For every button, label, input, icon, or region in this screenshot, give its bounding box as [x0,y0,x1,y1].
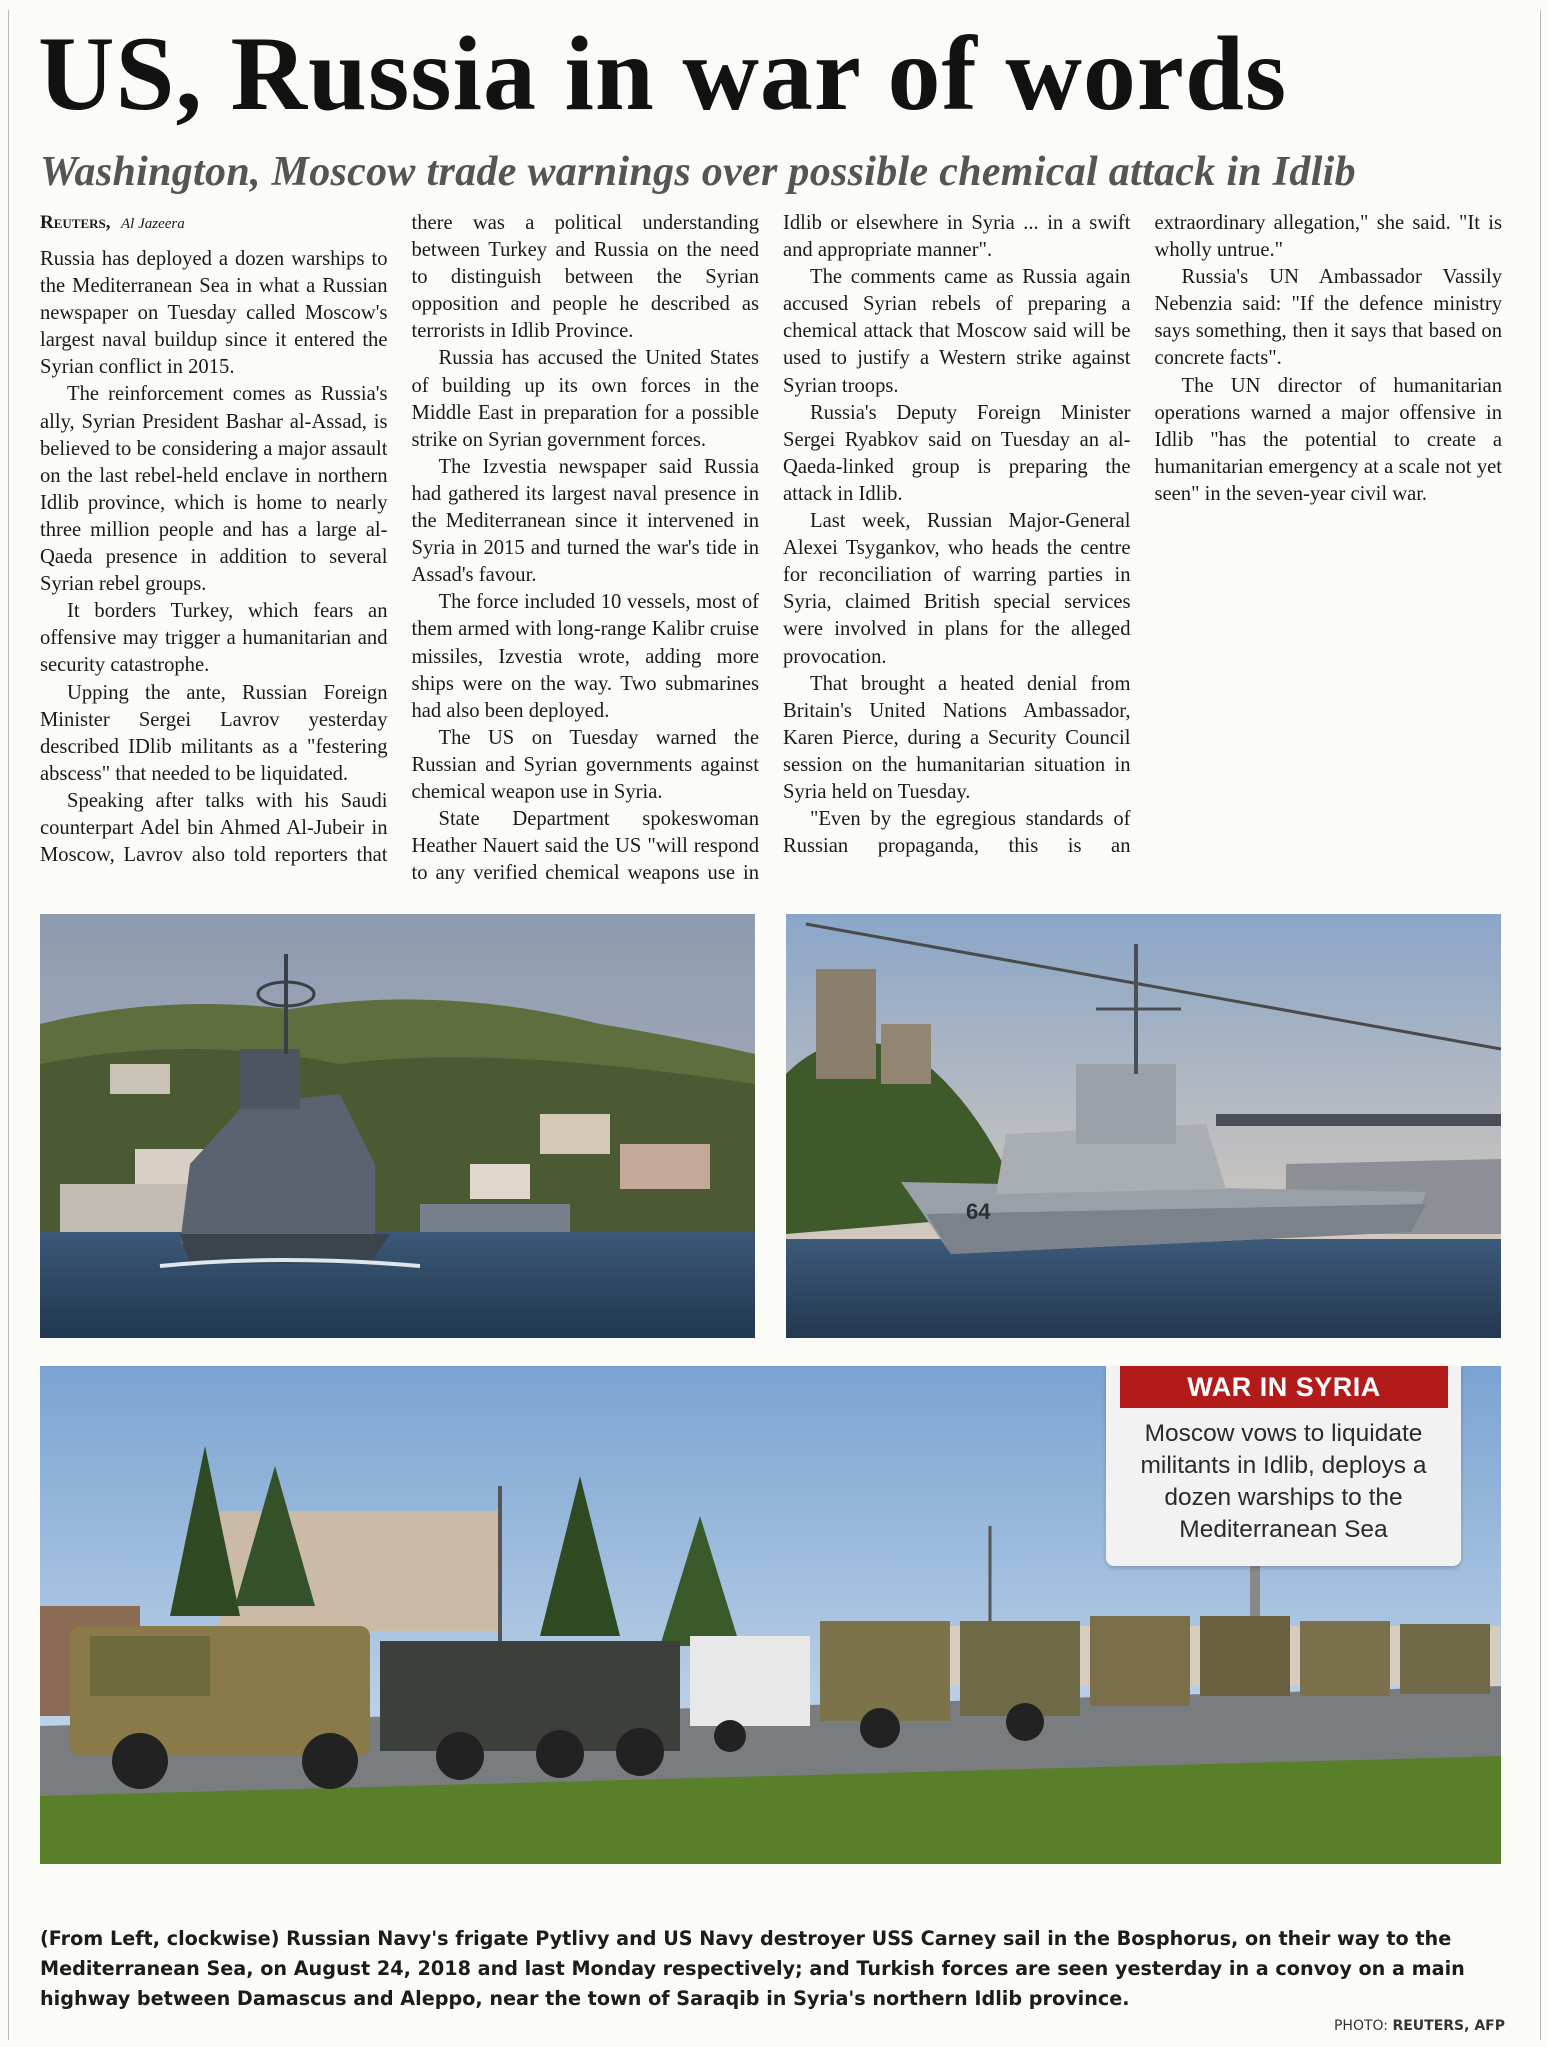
byline [40,210,388,236]
article-body [40,210,1502,890]
paragraph: Russia has deployed a dozen warships to the Mediterranean Sea in what a Russian newspaper on Tuesday called Moscow's largest naval buildup since it entered the Syrian conflict in 2015. [40,248,388,379]
byline-source: Al Jazeera [121,216,185,232]
paragraph: The force included 10 vessels, most of them armed with long-range Kalibr cruise missiles, Izvestia wrote, adding more ships were on the way. Two submarines had also been deployed. [411,591,759,722]
paragraph: The reinforcement comes as Russia's ally, Syrian President Bashar al-Assad, is believed to be considering a major assault on the last rebel-held enclave in northern Idlib province, which is home to nearly three million people and has a large al-Qaeda presence in addition to several Syrian rebel groups. [40,383,388,596]
headline: US, Russia in war of words [38,15,1288,132]
paragraph: The US on Tuesday warned the Russian and Syrian governments against chemical weapon use in Syria. [411,726,759,803]
paragraph: That brought a heated denial from Britain's United Nations Ambassador, Karen Pierce, during a Security Council session on the humanitarian situation in Syria held on Tuesday. [783,672,1131,803]
paragraph: The comments came as Russia again accused Syrian rebels of preparing a chemical attack that Moscow said will be used to justify a Western strike against Syrian troops. [783,266,1131,397]
photo-credit-label: PHOTO: [1333,2018,1388,2034]
paragraph: Russia's Deputy Foreign Minister Sergei Ryabkov said on Tuesday an al-Qaeda-linked group is preparing the attack in Idlib. [783,401,1131,505]
info-box [1106,1366,1461,1566]
info-box-tag: WAR IN SYRIA [1120,1366,1448,1408]
photo-credit [1334,2018,1505,2034]
paragraph: It borders Turkey, which fears an offensive may trigger a humanitarian and security catastrophe. [40,600,388,677]
photo-caption: (From Left, clockwise) Russian Navy's frigate Pytlivy and US Navy destroyer USS Carney sail in the Bosphorus, on their way to the Mediterranean Sea, on August 24, 2018 and last Monday respectively; and Turkish forces are seen yesterday in a convoy on a main highway between Damascus and Aleppo, near the town of Saraqib in Syria's northern Idlib province. [40,1927,1465,2010]
paragraph: Russia's UN Ambassador Vassily Nebenzia said: "If the defence ministry says something, then it says that based on concrete facts". [1154,266,1502,370]
photo-credit-value: REUTERS, AFP [1392,2018,1505,2034]
paragraph: State Department spokeswoman Heather Nauert said the US "will respond to any verified chemical weapons use in Idlib or elsewhere in Syria ... in a swift and appropriate manner". [411,212,1131,885]
paragraph: The UN director of humanitarian operations warned a major offensive in Idlib "has the potential to create a humanitarian emergency at a scale not yet seen" in the seven-year civil war. [1154,374,1502,505]
info-box-text: Moscow vows to liquidate militants in Idlib, deploys a dozen warships to the Mediterranean Sea [1140,1420,1427,1543]
paragraph: The Izvestia newspaper said Russia had gathered its largest naval presence in the Mediterranean since it intervened in Syria in 2015 and turned the war's tide in Assad's favour. [411,455,759,587]
paragraph: Russia has accused the United States of building up its own forces in the Middle East in preparation for a possible strike on Syrian government forces. [411,347,759,451]
hull-number: 64 [966,1199,991,1224]
paragraph: Last week, Russian Major-General Alexei Tsygankov, who heads the centre for reconciliation of warring parties in Syria, claimed British special services were involved in plans for the alleged provocation. [783,510,1131,668]
photo-us-destroyer [786,914,1501,1338]
paragraph: Upping the ante, Russian Foreign Minister Sergei Lavrov yesterday described IDlib militants as a "festering abscess" that needed to be liquidated. [40,681,388,785]
subheadline: Washington, Moscow trade warnings over possible chemical attack in Idlib [40,149,1356,195]
paragraph: "Even by the egregious standards of Russian propaganda, this is an extraordinary allegation," she said. "It is wholly untrue." [783,212,1502,858]
byline-agency: Reuters, [40,212,111,233]
photo-russian-frigate [40,914,755,1338]
paragraph: Speaking after talks with his Saudi counterpart Adel bin Ahmed Al-Jubeir in Moscow, Lavrov also told reporters that there was a political understanding between Turkey and Russia on the need to distinguish between the Syrian opposition and people he described as terrorists in Idlib Province. [40,212,759,867]
